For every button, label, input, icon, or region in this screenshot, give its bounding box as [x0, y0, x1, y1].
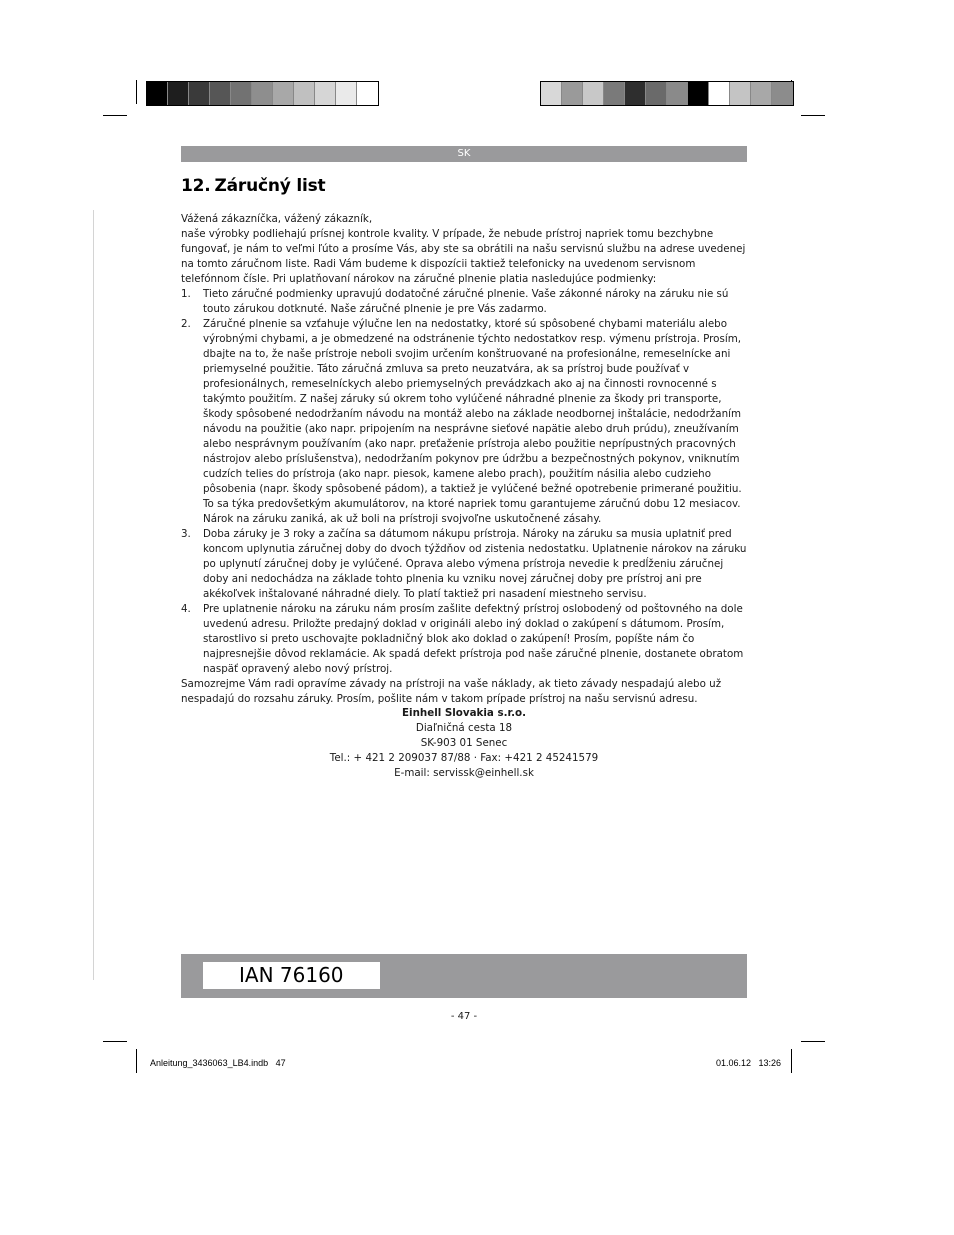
ian-number: IAN 76160: [203, 962, 380, 989]
color-swatch: [189, 82, 210, 105]
crop-mark: [103, 1041, 127, 1042]
closing-paragraph: Samozrejme Vám radi opravíme závady na prístroji na vaše náklady, ak tieto závady nespadajú alebo už nespadajú do rozsahu záruky. Prosím, pošlite nám v takom prípade prístroj na našu servisnú adresu.: [181, 678, 722, 705]
color-swatch: [336, 82, 357, 105]
company-city: SK-903 01 Senec: [420, 737, 508, 749]
list-item-number: 3.: [181, 528, 191, 540]
list-item: [181, 602, 747, 677]
color-swatch: [709, 82, 730, 105]
list-item-number: 1.: [181, 288, 191, 300]
language-band: SK: [181, 146, 747, 162]
color-swatch: [357, 82, 378, 105]
crop-mark: [136, 1049, 137, 1073]
color-swatch: [541, 82, 562, 105]
footer-file-name: Anleitung_3436063_LB4.indb 47: [150, 1058, 286, 1068]
color-swatch: [294, 82, 315, 105]
page-number: - 47 -: [450, 1011, 478, 1022]
color-swatch: [273, 82, 294, 105]
list-item-text: Záručné plnenie sa vzťahuje výlučne len na nedostatky, ktoré sú spôsobené chybami materiálu alebo výrobnými chybami, a je obmedzené na odstránenie týchto nedostatkov resp. výmenu prístroja. Prosím, dbajte na to, že naše prístroje neboli svojim určením konštruované na profesionálne, remeselnícke ani priemyselné použitie. Táto záručná zmluva sa preto neuzatvára, ak sa prístroj bude používať v profesionálnych, remeselníckych alebo priemyselných prevádzkach ako aj na činnosti rovnocenné s takýmto použitím. Z našej záruky sú okrem toho vylúčené náhradné plnenie za škody pri transporte, škody spôsobené nedodržaním návodu na montáž alebo na základe neodbornej inštalácie, nedodržaním návodu na použitie (ako napr. pripojením na nesprávne sieťové napätie alebo druh prúdu), zneužívaním alebo nesprávnym používaním (ako napr. preťaženie prístroja alebo použitie neprípustných pracovných nástrojov alebo príslušenstva), nedodržaním pokynov pre údržbu a bezpečnostných pokynov, vniknutím cudzích telies do prístroja (ako napr. piesok, kamene alebo prach), použitím násilia alebo cudzieho pôsobenia (napr. škody spôsobené pádom), a taktiež je vylúčené bežné opotrebenie primerané použitiu. To sa týka predovšetkým akumulátorov, na ktoré napriek tomu garantujeme záručnú dobu 12 mesiacov. Nárok na záruku zaniká, ak už boli na prístroji svojvoľne uskutočnené zásahy.: [203, 318, 742, 525]
crop-mark: [801, 1041, 825, 1042]
color-swatch: [147, 82, 168, 105]
color-swatch: [604, 82, 625, 105]
color-swatch: [210, 82, 231, 105]
list-item-text: Pre uplatnenie nároku na záruku nám prosím zašlite defektný prístroj oslobodený od poštovného na dole uvedenú adresu. Priložte predajný doklad v origináli alebo iný doklad o zakúpení s dátumom. Prosím, starostlivo si preto uschovajte pokladničný blok ako doklad o zakúpení! Prosím, popíšte nám čo najpresnejšie dôvod reklamácie. Ak spadá defekt prístroja pod naše záručné plnenie, dostanete obratom naspäť opravený alebo nový prístroj.: [203, 603, 744, 675]
crop-mark: [136, 80, 137, 104]
color-swatch: [646, 82, 667, 105]
section-title-text: Záručný list: [214, 176, 326, 196]
list-item-number: 4.: [181, 603, 191, 615]
color-swatch: [583, 82, 604, 105]
color-bar-left: [146, 81, 379, 106]
warranty-body: [181, 212, 747, 707]
margin-line: [93, 210, 94, 980]
list-item-number: 2.: [181, 318, 191, 330]
color-swatch: [730, 82, 751, 105]
color-swatch: [562, 82, 583, 105]
list-item: [181, 287, 747, 317]
crop-mark: [791, 1049, 792, 1073]
company-street: Diaľničná cesta 18: [415, 722, 513, 734]
salutation: Vážená zákazníčka, vážený zákazník,: [181, 213, 373, 225]
section-title: [181, 176, 325, 196]
list-item: [181, 317, 747, 527]
color-swatch: [168, 82, 189, 105]
color-swatch: [688, 82, 709, 105]
section-number: 12.: [181, 176, 211, 196]
footer-datetime: 01.06.12 13:26: [716, 1058, 782, 1068]
color-swatch: [315, 82, 336, 105]
color-swatch: [625, 82, 646, 105]
list-item: [181, 527, 747, 602]
intro-paragraph: naše výrobky podliehajú prísnej kontrole kvality. V prípade, že nebude prístroj napriek tomu bezchybne fungovať, je nám to veľmi ľúto a prosíme Vás, aby ste sa obrátili na našu servisnú službu na adrese uvedenej na tomto záručnom liste. Radi Vám budeme k dispozícii taktiež telefonicky na uvedenom servisnom telefónnom čísle. Pri uplatňovaní nárokov na záručné plnenie platia nasledujúce podmienky:: [181, 228, 746, 285]
color-swatch: [751, 82, 772, 105]
company-address: [181, 706, 747, 781]
color-swatch: [231, 82, 252, 105]
company-name: Einhell Slovakia s.r.o.: [402, 707, 526, 719]
company-email: E-mail: servissk@einhell.sk: [394, 767, 534, 779]
color-swatch: [252, 82, 273, 105]
crop-mark: [801, 115, 825, 116]
list-item-text: Doba záruky je 3 roky a začína sa dátumom nákupu prístroja. Nároky na záruku sa musia uplatniť pred koncom uplynutia záručnej doby do dvoch týždňov od zistenia nedostatku. Uplatnenie nárokov na záruku po uplynutí záručnej doby je vylúčené. Oprava alebo výmena prístroja nevedie k predĺženiu záručnej doby ani nedochádza na základe tohto plnenia ku vzniku novej záručnej doby pre prístroj ani pre akékoľvek inštalované náhradné diely. To platí taktiež pri nasadení miestneho servisu.: [203, 528, 747, 600]
ian-band: [181, 954, 747, 998]
company-phone: Tel.: + 421 2 209037 87/88 · Fax: +421 2 45241579: [329, 752, 599, 764]
color-bar-right: [540, 81, 794, 106]
color-swatch: [772, 82, 793, 105]
color-swatch: [667, 82, 688, 105]
list-item-text: Tieto záručné podmienky upravujú dodatočné záručné plnenie. Vaše zákonné nároky na záruku nie sú touto zárukou dotknuté. Naše záručné plnenie je pre Vás zadarmo.: [203, 288, 729, 315]
crop-mark: [103, 115, 127, 116]
